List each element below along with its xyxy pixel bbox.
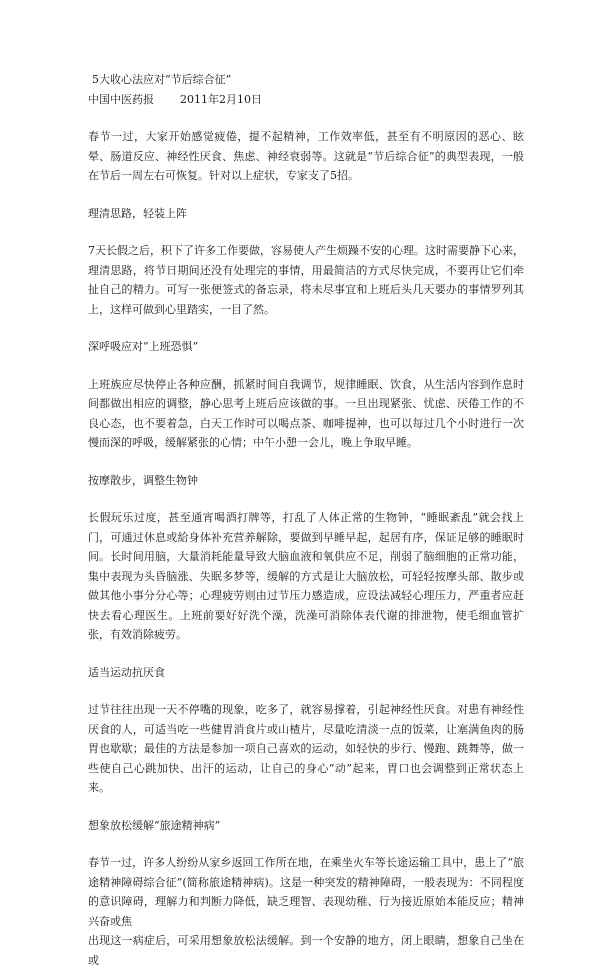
article-title: 5大收心法应对“节后综合征”: [92, 73, 232, 86]
article-source-line: [88, 90, 524, 110]
section-heading: 理清思路，轻装上阵: [88, 206, 187, 220]
section-body-continuation: 出现这一病症后，可采用想象放松法缓解。到一个安静的地方，闭上眼睛，想象自己坐在或: [88, 934, 524, 967]
section-body: 长假玩乐过度，甚至通宵喝酒打牌等，打乱了人体正常的生物钟，“睡眠紊乱”就会找上门，可通过休息或給身体补充营养解除，要做到早睡早起，起居有序，保证足够的睡眠时间。长时间用脑，大量消耗能量导致大脑血液和氧供应不足，削弱了脑细胞的正常功能，集中表现为头昏脑涨、失眠多梦等，缓解的方式是让大脑放松，可轻轻按摩头部、散步或做其他小事分分心等；心理疲劳则由过节压力感造成，应设法减轻心理压力，严重者应赶快去看心理医生。上班前要好好洗个澡，洗澡可消除体表代谢的排泄物，使毛细血管扩张，有效消除疲劳。: [88, 511, 524, 641]
section-body: 过节往往出现一天不停嘴的现象，吃多了，就容易撑着，引起神经性厌食。对患有神经性厌食的人，可适当吃一些健胃消食片或山楂片，尽量吃清淡一点的饭菜，让塞满鱼肉的肠胃也歇歇；最佳的方法是参加一项自己喜欢的运动，如轻快的步行、慢跑、跳舞等，做一些使自己心跳加快、出汗的运动，让自己的身心“动”起来，胃口也会调整到正常状态上来。: [88, 703, 524, 794]
article-source: 中国中医药报: [88, 92, 154, 106]
section-heading: 按摩散步，调整生物钟: [88, 473, 198, 487]
section-heading: 想象放松缓解“旅途精神病”: [88, 818, 221, 832]
section-body: 上班族应尽快停止各种应酬，抓紧时间自我调节，规律睡眠、饮食，从生活内容到作息时间都做出相应的调整，静心思考上班后应该做的事。一旦出现紧张、忧虑、厌倦工作的不良心态，也不要着急，白天工作时可以喝点茶、咖啡提神，也可以每过几个小时进行一次慢而深的呼吸，缓解紧张的心情；中午小憩一会儿，晚上争取早睡。: [88, 377, 524, 449]
section-body: 春节一过，许多人纷纷从家乡返回工作所在地，在乘坐火车等长途运输工具中，患上了“旅途精神障碍综合征”(简称旅途精神病)。这是一种突发的精神障碍，一般表现为：不同程度的意识障碍，理解力和判断力降低，缺乏理智、表现幼稚、行为接近原始本能反应；精神兴奋或焦: [88, 856, 524, 928]
article-date: 2011年2月10日: [180, 92, 262, 106]
section-heading: 适当运动抗厌食: [88, 665, 165, 679]
section-heading: 深呼吸应对“上班恐惧”: [88, 340, 199, 353]
section-body: 7天长假之后，积下了许多工作要做，容易使人产生烦躁不安的心理。这时需要静下心来，理清思路，将节日期间还没有处理完的事情，用最简洁的方式尽快完成，不要再让它们牵扯自己的精力。可写一张便签式的备忘录，将未尽事宜和上班后头几天要办的事情罗列其上，这样可做到心里踏实，一目了然。: [88, 244, 524, 316]
article-header: [88, 70, 524, 109]
intro-paragraph: 春节一过，大家开始感觉疲倦，提不起精神，工作效率低，甚至有不明原因的恶心、眩晕、肠道反应、神经性厌食、焦虑、神经衰弱等。这就是“节后综合征”的典型表现，一般在节后一周左右可恢复。针对以上症状，专家支了5招。: [88, 130, 524, 182]
article-page: [88, 70, 524, 970]
